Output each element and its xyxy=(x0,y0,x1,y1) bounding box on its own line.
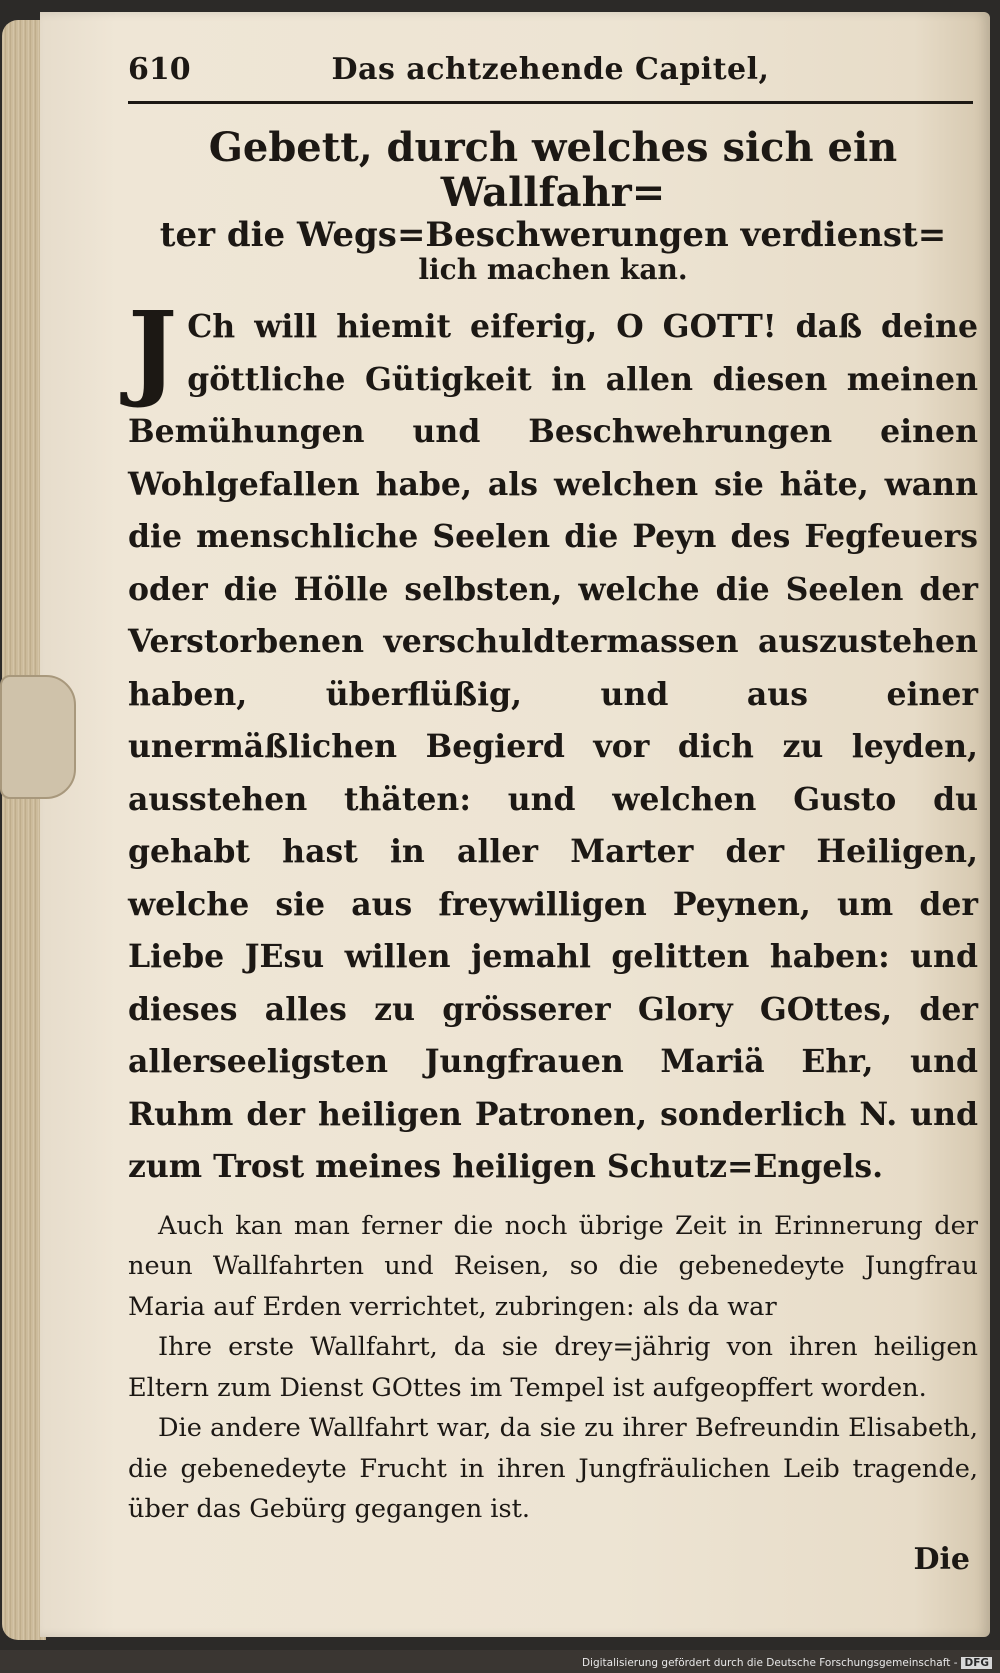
page-number: 610 xyxy=(128,52,191,87)
dfg-logo: DFG xyxy=(961,1657,992,1669)
book-page xyxy=(40,12,990,1637)
drop-cap-initial: J xyxy=(128,288,178,412)
rubric-paragraph-2: Ihre erste Wallfahrt, da sie drey=jährig von ihren heiligen Eltern zum Dienst GOttes im Tempel ist aufgeopffert worden. xyxy=(128,1332,978,1403)
running-header xyxy=(128,52,973,104)
chapter-heading: Das achtzehende Capitel, xyxy=(331,52,770,87)
title-line-2: ter die Wegs=Beschwerungen verdienst= xyxy=(159,214,947,255)
footer-text: Digitalisierung gefördert durch die Deutsche Forschungsgemeinschaft - xyxy=(581,1657,958,1669)
page-text xyxy=(128,52,978,1577)
rubric-paragraph-1: Auch kan man ferner die noch übrige Zeit in Erinnerung der neun Wallfahrten und Reisen, so die gebenedeyte Jungfrau Maria auf Erden verrichtet, zubringen: als da war xyxy=(128,1210,978,1322)
prayer-text: Ch will hiemit eiferig, O GOTT! daß deine göttliche Gütigkeit in allen diesen meinen Bemühungen und Beschwehrungen einen Wohlgefallen habe, als welchen sie häte, wann die menschliche Seelen die Peyn des Fegfeuers oder die Hölle selbsten, welche die Seelen der Verstorbenen verschuldtermassen auszustehen haben, überflüßig, und aus einer unermäßlichen Begierd vor dich zu leyden, ausstehen thäten: und welchen Gusto du gehabt hast in aller Marter der Heiligen, welche sie aus freywilligen Peynen, um der Liebe JEsu willen jemahl gelitten haben: und dieses alles zu grösserer Glory GOttes, der allerseeligsten Jungfrauen Mariä Ehr, und Ruhm der heiligen Patronen, sonderlich N. und zum Trost meines heiligen Schutz=Engels. xyxy=(128,308,978,1186)
title-line-1: Gebett, durch welches sich ein Wallfahr= xyxy=(208,124,898,216)
prayer-title xyxy=(128,126,978,285)
digitization-footer xyxy=(582,1657,992,1669)
title-line-3: lich machen kan. xyxy=(418,252,688,286)
catchword: Die xyxy=(913,1541,970,1577)
rubric-paragraph-3: Die andere Wallfahrt war, da sie zu ihrer Befreundin Elisabeth, die gebenedeyte Frucht in ihren Jungfräulichen Leib tragende, über das Gebürg gegangen ist. xyxy=(128,1413,978,1525)
bookmark-tab xyxy=(0,675,76,799)
rubric-section xyxy=(128,1206,978,1530)
prayer-body xyxy=(128,288,978,1194)
